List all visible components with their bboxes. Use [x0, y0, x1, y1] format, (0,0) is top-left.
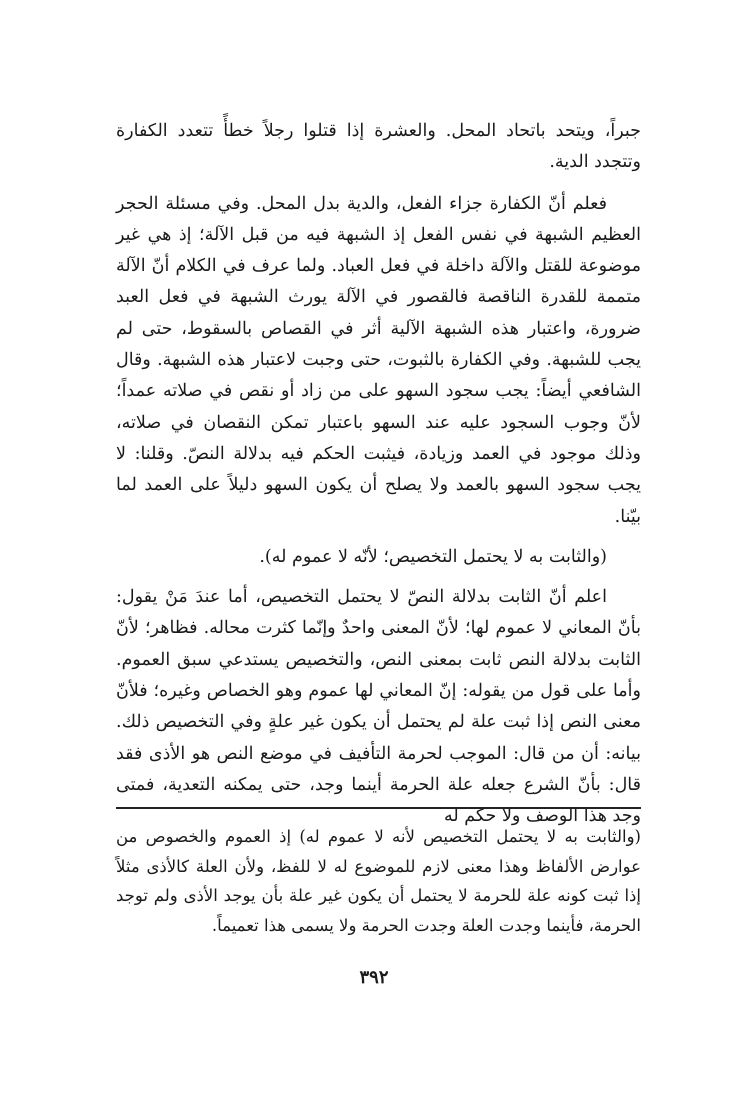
page-number: ٣٩٢	[359, 967, 389, 988]
footnote-divider	[116, 807, 641, 809]
paragraph-kaffara: فعلم أنّ الكفارة جزاء الفعل، والدية بدل المحل. وفي مسئلة الحجر العظيم الشبهة في نفس الفعل إذ الشبهة فيه من قبل الآلة؛ إذ هي غير موضوعة للقتل والآلة داخلة في فعل العباد. ولما عرف في الكلام أنّ الآلة متممة للقدرة الناقصة فالقصور في الآلة يورث الشبهة في فعل العبد ضرورة، واعتبار هذه الشبهة الآلية أثر في القصاص بالسقوط، حتى لم يجب للشبهة. وفي الكفارة بالثبوت، حتى وجبت لاعتبار هذه الشبهة. وقال الشافعي أيضاً: يجب سجود السهو على من زاد أو نقص في صلاته عمداً؛ لأنّ وجوب السجود عليه عند السهو باعتبار تمكن النقصان في صلاته، وذلك موجود في العمد وزيادة، فيثبت الحكم فيه بدلالة النصّ. وقلنا: لا يجب سجود السهو بالعمد ولا يصلح أن يكون السهو دليلاً على العمد لما بيّنا.	[116, 193, 641, 527]
footnote	[116, 822, 641, 940]
paragraph-takhsis: اعلم أنّ الثابت بدلالة النصّ لا يحتمل التخصيص، أما عندَ مَنْ يقول: بأنّ المعاني لا عموم لها؛ لأنّ المعنى واحدٌ وإنّما كثرت محاله. فظاهر؛ لأنّ الثابت بدلالة النص ثابت بمعنى النص، والتخصيص يستدعي سبق العموم. وأما على قول من يقوله: إنّ المعاني لها عموم وهو الخصاص وغيره؛ فلأنّ معنى النص إذا ثبت علة لم يحتمل أن يكون غير علةٍ وفي التخصيص ذلك. بيانه: أن من قال: الموجب لحرمة التأفيف في موضع النص هو الأذى فقد قال: بأنّ الشرع جعله علة الحرمة أينما وجد، حتى يمكنه التعدية، فمتى وجد هذا الوصف ولا حكم له	[116, 587, 641, 827]
main-text	[116, 116, 641, 833]
section-heading: (والثابت به لا يحتمل التخصيص؛ لأنّه لا عموم له).	[259, 546, 607, 567]
paragraph-continuation: جبراً، ويتحد باتحاد المحل. والعشرة إذا قتلوا رجلاً خطأً تتعدد الكفارة وتتجدد الدية.	[116, 121, 641, 173]
footnote-text: (والثابت به لا يحتمل التخصيص لأنه لا عموم له) إذ العموم والخصوص من عوارض الألفاظ وهذا معنى لازم للموضوع له لا للفظ، ولأن العلة كالأذى مثلاً إذا ثبت كونه علة للحرمة لا يحتمل أن يكون غير علة بأن يوجد الأذى ولم توجد الحرمة، فأينما وجدت العلة وجدت الحرمة ولا يسمى هذا تعميماً.	[116, 827, 641, 935]
